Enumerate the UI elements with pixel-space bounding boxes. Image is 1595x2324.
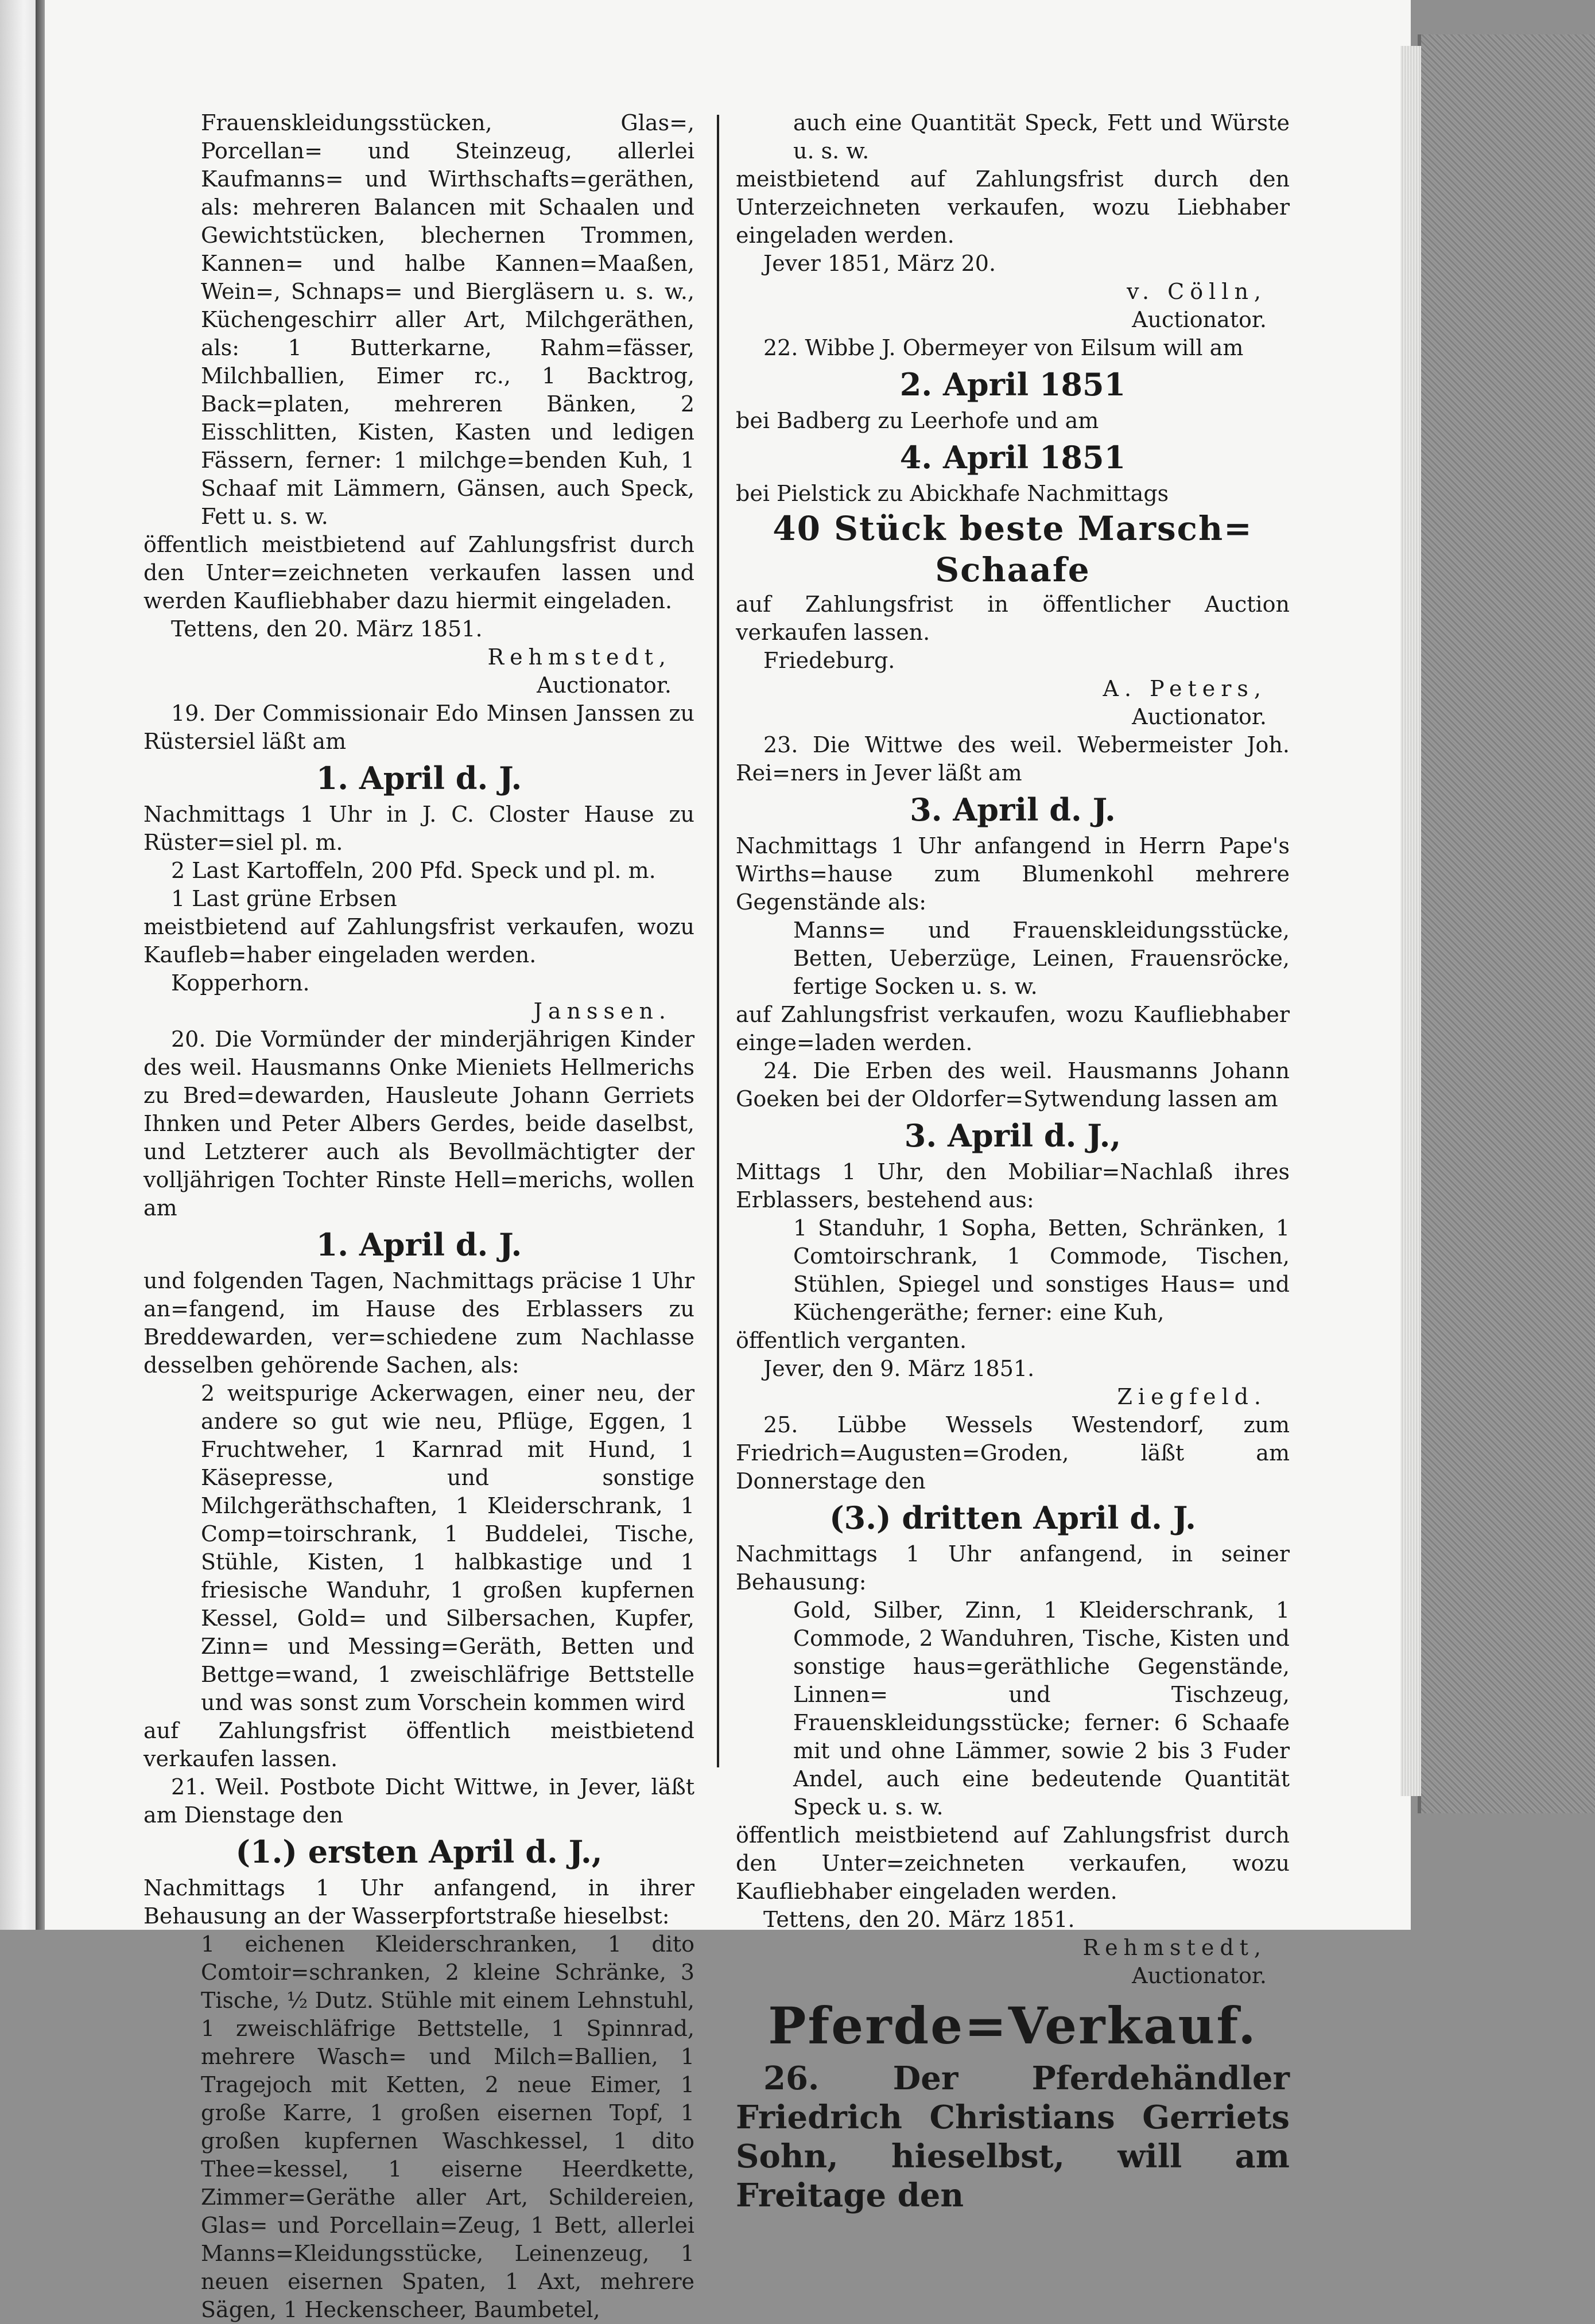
text-line: öffentlich meistbietend auf Zahlungsfrist durch den Unter=zeichneten verkaufen, wozu Kaufliebhaber eingeladen werden.: [736, 1822, 1290, 1904]
text-line: Nachmittags 1 Uhr anfangend in Herrn Pape's Wirths=hause zum Blumenkohl mehrere Gegenstände als:: [736, 833, 1290, 915]
text-line: 21. Weil. Postbote Dicht Wittwe, in Jever, läßt am Dienstage den: [143, 1774, 694, 1828]
text-line: A. Peters,: [1103, 676, 1267, 701]
text-line: Jever, den 9. März 1851.: [763, 1356, 1035, 1381]
text-line: bei Badberg zu Leerhofe und am: [736, 408, 1099, 433]
text-line: 1 Last grüne Erbsen: [171, 886, 397, 911]
text-line: Tettens, den 20. März 1851.: [171, 616, 483, 642]
auction-date-heading: 4. April 1851: [899, 439, 1126, 476]
text-line: 20. Die Vormünder der minderjährigen Kinder des weil. Hausmanns Onke Mieniets Hellmerichs zu Bred=dewarden, Hausleute Johann Gerriets Ihnken und Peter Albers Gerdes, beide daselbst, und Letzterer auch als Bevollmächtigter der volljährigen Tochter Rinste Hell=merichs, wollen am: [143, 1027, 694, 1221]
page-stack-edges: [1400, 46, 1421, 1796]
text-line: und folgenden Tagen, Nachmittags präcise 1 Uhr an=fangend, im Hause des Erblassers zu Breddewarden, ver=schiedene zum Nachlasse desselben gehörende Sachen, als:: [143, 1268, 694, 1378]
section-headline: Pferde=Verkauf.: [768, 1996, 1258, 2055]
text-line: öffentlich meistbietend auf Zahlungsfrist durch den Unter=zeichneten verkaufen lassen und werden Kaufliebhaber dazu hiermit eingeladen.: [143, 532, 694, 613]
text-line: Jever 1851, März 20.: [763, 251, 996, 276]
previous-page-edge: [0, 0, 40, 1930]
text-line: 1 eichenen Kleiderschranken, 1 dito Comtoir=schranken, 2 kleine Schränke, 3 Tische, ½ Dutz. Stühle mit einem Lehnstuhl, 1 zweischläfrige Bettstelle, 1 Spinnrad, mehrere Wasch= und Milch=Ballien, 1 Tragejoch mit Ketten, 2 neue Eimer, 1 große Karre, 1 großen eisernen Topf, 1 großen kupfernen Waschkessel, 1 dito Thee=kessel, 1 eiserne Heerdkette, Zimmer=Geräthe aller Art, Schildereien, Glas= und Porcellain=Zeug, 1 Bett, allerlei Manns=Kleidungsstücke, Leinenzeug, 1 neuen eisernen Spaten, 1 Axt, mehrere Sägen, 1 Heckenscheer, Baumbetel,: [201, 1932, 694, 2322]
auction-date-heading: (1.) ersten April d. J.,: [235, 1833, 603, 1870]
right-column: [736, 109, 1290, 2215]
book-cover-board: [1418, 34, 1595, 1813]
text-line: 22. Wibbe J. Obermeyer von Eilsum will am: [763, 335, 1244, 360]
text-line: 2 Last Kartoffeln, 200 Pfd. Speck und pl. m.: [171, 858, 656, 883]
text-line: 25. Lübbe Wessels Westendorf, zum Friedrich=Augusten=Groden, läßt am Donnerstage den: [736, 1412, 1290, 1494]
text-line: Auctionator.: [1132, 307, 1267, 332]
book-gutter: [36, 0, 45, 1930]
auction-date-heading: (3.) dritten April d. J.: [829, 1499, 1196, 1536]
text-line: auf Zahlungsfrist öffentlich meistbietend verkaufen lassen.: [143, 1718, 694, 1771]
text-line: Manns= und Frauenskleidungsstücke, Betten, Ueberzüge, Leinen, Frauensröcke, fertige Socken u. s. w.: [793, 918, 1290, 999]
text-line: Nachmittags 1 Uhr anfangend, in seiner Behausung:: [736, 1541, 1290, 1595]
text-line: Auctionator.: [1132, 704, 1267, 729]
text-line: Ziegfeld.: [1117, 1384, 1267, 1409]
text-line: Kopperhorn.: [171, 970, 310, 996]
text-line: Auctionator.: [1132, 1963, 1267, 1988]
text-line: bei Pielstick zu Abickhafe Nachmittags: [736, 481, 1169, 506]
text-line: Frauenskleidungsstücken, Glas=, Porcellan= und Steinzeug, allerlei Kaufmanns= und Wirthschafts=geräthen, als: mehreren Balancen mit Schaalen und Gewichtstücken, blechernen Trommen, Kannen= und halbe Kannen=Maaßen, Wein=, Schnaps= und Biergläsern u. s. w., Küchengeschirr aller Art, Milchgeräthen, als: 1 Butterkarne, Rahm=fässer, Milchballien, Eimer rc., 1 Backtrog, Back=platen, mehreren Bänken, 2 Eisschlitten, Kisten, Kasten und ledigen Fässern, ferner: 1 milchge=benden Kuh, 1 Schaaf mit Lämmern, Gänsen, auch Speck, Fett u. s. w.: [201, 110, 694, 529]
text-line: öffentlich verganten.: [736, 1328, 967, 1353]
text-line: auf Zahlungsfrist in öffentlicher Auction verkaufen lassen.: [736, 592, 1290, 645]
text-line: Nachmittags 1 Uhr anfangend, in ihrer Behausung an der Wasserpfortstraße hieselbst:: [143, 1875, 694, 1929]
text-line: v. Cölln,: [1127, 279, 1267, 304]
featured-item-heading: Schaafe: [935, 550, 1091, 589]
auction-date-heading: 3. April d. J.,: [904, 1117, 1121, 1154]
text-line: 23. Die Wittwe des weil. Webermeister Joh. Rei=ners in Jever läßt am: [736, 732, 1290, 786]
text-line: meistbietend auf Zahlungsfrist verkaufen, wozu Kaufleb=haber eingeladen werden.: [143, 914, 694, 967]
auction-date-heading: 3. April d. J.: [910, 791, 1116, 828]
text-line: Gold, Silber, Zinn, 1 Kleiderschrank, 1 Commode, 2 Wanduhren, Tische, Kisten und sonstige haus=geräthliche Gegenstände, Linnen= und Tischzeug, Frauenskleidungsstücke; ferner: 6 Schaafe mit und ohne Lämmer, sowie 2 bis 3 Fuder Andel, auch eine bedeutende Quantität Speck u. s. w.: [793, 1598, 1290, 1820]
text-line: auch eine Quantität Speck, Fett und Würste u. s. w.: [793, 110, 1290, 164]
text-line: 1 Standuhr, 1 Sopha, Betten, Schränken, 1 Comtoirschrank, 1 Commode, Tischen, Stühlen, Spiegel und sonstiges Haus= und Küchengeräthe; ferner: eine Kuh,: [793, 1215, 1290, 1325]
left-column: [143, 109, 694, 2324]
text-line: auf Zahlungsfrist verkaufen, wozu Kaufliebhaber einge=laden werden.: [736, 1002, 1290, 1055]
text-line: Nachmittags 1 Uhr in J. C. Closter Hause zu Rüster=siel pl. m.: [143, 802, 694, 855]
text-line: Mittags 1 Uhr, den Mobiliar=Nachlaß ihres Erblassers, bestehend aus:: [736, 1159, 1290, 1212]
featured-item-heading: 40 Stück beste Marsch=: [773, 509, 1253, 548]
text-line: meistbietend auf Zahlungsfrist durch den Unterzeichneten verkaufen, wozu Liebhaber eingeladen werden.: [736, 166, 1290, 248]
column-divider: [717, 115, 719, 1767]
auction-date-heading: 1. April d. J.: [316, 1226, 522, 1263]
text-line: Friedeburg.: [763, 648, 895, 673]
large-notice-text: 26. Der Pferdehändler Friedrich Christians Gerriets Sohn, hieselbst, will am Freitage den: [736, 2059, 1290, 2214]
auction-date-heading: 1. April d. J.: [316, 760, 522, 796]
text-line: Rehmstedt,: [1082, 1935, 1267, 1960]
text-line: Janssen.: [533, 998, 672, 1024]
text-line: Rehmstedt,: [487, 644, 672, 670]
text-line: 19. Der Commissionair Edo Minsen Janssen zu Rüstersiel läßt am: [143, 701, 694, 754]
text-line: 24. Die Erben des weil. Hausmanns Johann Goeken bei der Oldorfer=Sytwendung lassen am: [736, 1058, 1290, 1112]
text-line: Tettens, den 20. März 1851.: [763, 1907, 1075, 1932]
auction-date-heading: 2. April 1851: [899, 366, 1126, 403]
text-line: 2 weitspurige Ackerwagen, einer neu, der andere so gut wie neu, Pflüge, Eggen, 1 Fruchtweher, 1 Karnrad mit Hund, 1 Käsepresse, und sonstige Milchgeräthschaften, 1 Kleiderschrank, 1 Comp=toirschrank, 1 Buddelei, Tische, Stühle, Kisten, 1 halbkastige und 1 friesische Wanduhr, 1 großen kupfernen Kessel, Gold= und Silbersachen, Kupfer, Zinn= und Messing=Geräth, Betten und Bettge=wand, 1 zweischläfrige Bettstelle und was sonst zum Vorschein kommen wird: [201, 1381, 694, 1715]
text-line: Auctionator.: [537, 673, 672, 698]
